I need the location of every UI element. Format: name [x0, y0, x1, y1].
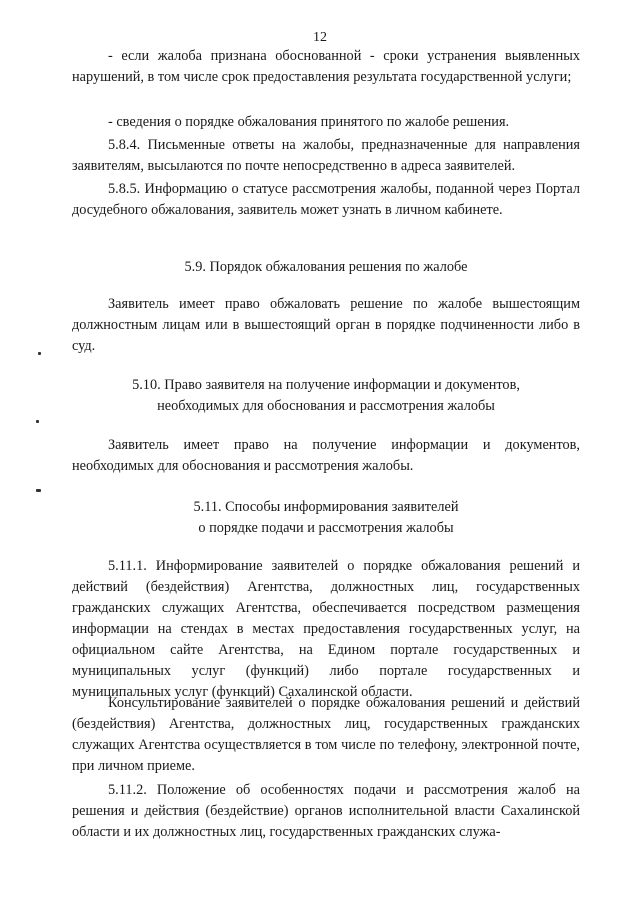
scan-mark: [36, 420, 39, 423]
heading-5-10: [72, 375, 580, 417]
paragraph-5-8-4: 5.8.4. Письменные ответы на жалобы, предназначенные для направления заявителям, высылаются по почте непосредственно в адреса заявителей.: [72, 137, 580, 174]
page-number: 12: [313, 30, 327, 45]
heading-5-11: [72, 497, 580, 539]
paragraph-appeal-right: Заявитель имеет право обжаловать решение по жалобе вышестоящим должностным лицам или в вышестоящий орган в порядке подчиненности либо в суд.: [72, 296, 580, 354]
paragraph-5-8-5: 5.8.5. Информацию о статусе рассмотрения жалобы, поданной через Портал досудебного обжалования, заявитель может узнать в личном кабинете.: [72, 181, 580, 218]
paragraph-5-11-2: 5.11.2. Положение об особенностях подачи и рассмотрения жалоб на решения и действия (бездействие) органов исполнительной власти Сахалинской области и их должностных лиц, государственных гражданских служа-: [72, 782, 580, 840]
scan-mark: [38, 352, 41, 355]
heading-5-10-line2: необходимых для обоснования и рассмотрения жалобы: [157, 398, 495, 414]
paragraph-complaint-justified: - если жалоба признана обоснованной - сроки устранения выявленных нарушений, в том числе срок предоставления результата государственной услуги;: [72, 48, 580, 85]
paragraph-5-11-1: 5.11.1. Информирование заявителей о порядке обжалования решений и действий (бездействия) Агентства, должностных лиц, государственных гражданских служащих Агентства, обеспечивается посредством размещения информации на стендах в местах предоставления государственных услуг, на официальном сайте Агентства, на Едином портале государственных и муниципальных услуг (функций) либо портале государственных и муниципальных услуг (функций) Сахалинской области.: [72, 558, 580, 700]
heading-5-9-text: 5.9. Порядок обжалования решения по жалобе: [184, 259, 468, 275]
paragraph-appeal-info: - сведения о порядке обжалования принятого по жалобе решения.: [108, 114, 510, 130]
paragraph-consulting: Консультирование заявителей о порядке обжалования решений и действий (бездействия) Агентства, должностных лиц, государственных гражданских служащих Агентства осуществляется в том числе по телефону, электронной почте, при личном приеме.: [72, 695, 580, 774]
heading-5-9: [72, 257, 580, 278]
scan-mark: [36, 489, 41, 492]
paragraph-info-right: Заявитель имеет право на получение информации и документов, необходимых для обоснования и рассмотрения жалобы.: [72, 437, 580, 474]
heading-5-11-line1: 5.11. Способы информирования заявителей: [193, 499, 459, 515]
heading-5-10-line1: 5.10. Право заявителя на получение информации и документов,: [132, 377, 520, 393]
heading-5-11-line2: о порядке подачи и рассмотрения жалобы: [198, 520, 454, 536]
